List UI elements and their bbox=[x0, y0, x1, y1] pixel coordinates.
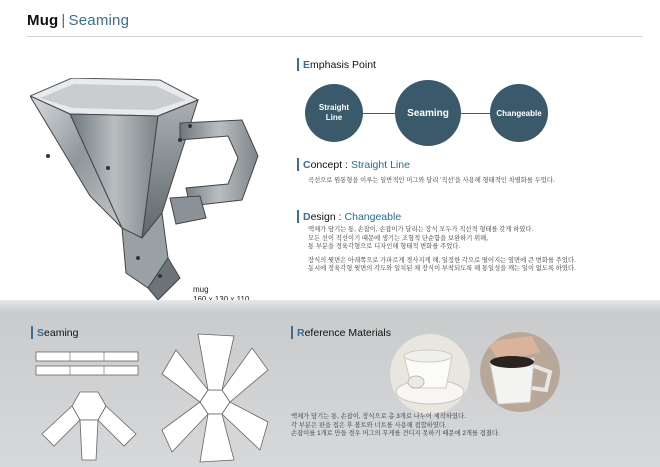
design-line: 장식의 윗면은 아래쪽으로 가파르게 경사지게 해, 일정한 각으로 떨어지는 옆면에 큰 변화를 주었다. bbox=[308, 256, 576, 264]
page-title bbox=[27, 12, 129, 29]
title-product: Mug bbox=[27, 12, 59, 29]
design-line: 통 부분을 정육각형으로 디자인해 형태적 변화를 주었다. bbox=[308, 243, 461, 251]
body-pattern-drawing bbox=[160, 330, 270, 464]
reference-text bbox=[291, 413, 500, 439]
connector-line bbox=[363, 113, 395, 114]
reference-photo-cup-saucer bbox=[390, 334, 470, 414]
header-divider bbox=[27, 36, 642, 37]
handle-pattern-drawing bbox=[30, 348, 150, 464]
upper-section bbox=[0, 40, 660, 310]
heading-marker bbox=[297, 210, 299, 223]
mug-photo bbox=[30, 78, 270, 318]
title-separator: | bbox=[61, 12, 66, 29]
design-line: 동시에 정육각형 윗면의 각도와 일치된 채 장식이 부착되도록 해 통일성을 깨는 일이 없도록 하였다. bbox=[308, 265, 576, 273]
heading-marker bbox=[297, 58, 299, 71]
design-heading: D esign : Changeable bbox=[297, 210, 401, 223]
design-text bbox=[308, 226, 576, 274]
reference-photo-mug-hand bbox=[480, 332, 560, 412]
lower-section bbox=[0, 312, 660, 467]
caption-name: mug bbox=[193, 285, 209, 294]
reference-line: 액체가 담기는 통, 손잡이, 장식으로 총 3개로 나누어 제작하였다. bbox=[291, 413, 466, 420]
circle-changeable: Changeable bbox=[490, 84, 548, 142]
page-header bbox=[0, 0, 660, 40]
concept-heading: C oncept : Straight Line bbox=[297, 158, 410, 171]
seaming-heading: S eaming bbox=[31, 326, 78, 339]
title-topic: Seaming bbox=[68, 12, 130, 29]
design-line: 모든 선이 직선이기 때문에 생기는 조형적 단순함을 보완하기 위해, bbox=[308, 234, 488, 242]
concept-text: 곡선으로 원통형을 이루는 일반적인 머그와 달리 '직선'을 사용해 형태적인 차별화를 두었다. bbox=[308, 177, 555, 184]
emphasis-heading: E mphasis Point bbox=[297, 58, 376, 71]
connector-line bbox=[461, 113, 490, 114]
emphasis-diagram bbox=[301, 80, 621, 146]
heading-marker bbox=[297, 158, 299, 171]
heading-marker bbox=[291, 326, 293, 339]
reference-heading: R eference Materials bbox=[291, 326, 391, 339]
reference-line: 손잡이를 1개로 만들 경우 머그의 무게를 견디지 못하기 때문에 2개를 겹쳤다. bbox=[291, 430, 500, 438]
reference-line: 각 부분은 판을 접은 후 볼트와 너트를 사용해 접합하였다. bbox=[291, 421, 447, 429]
heading-marker bbox=[31, 326, 33, 339]
design-line: 액체가 담기는 통, 손잡이, 손잡이가 달리는 장식 모두가 직선적 형태를 갖게 하였다. bbox=[308, 226, 534, 233]
circle-straight-line: Straight Line bbox=[305, 84, 363, 142]
section-divider-band bbox=[0, 300, 660, 312]
circle-seaming: Seaming bbox=[395, 80, 461, 146]
